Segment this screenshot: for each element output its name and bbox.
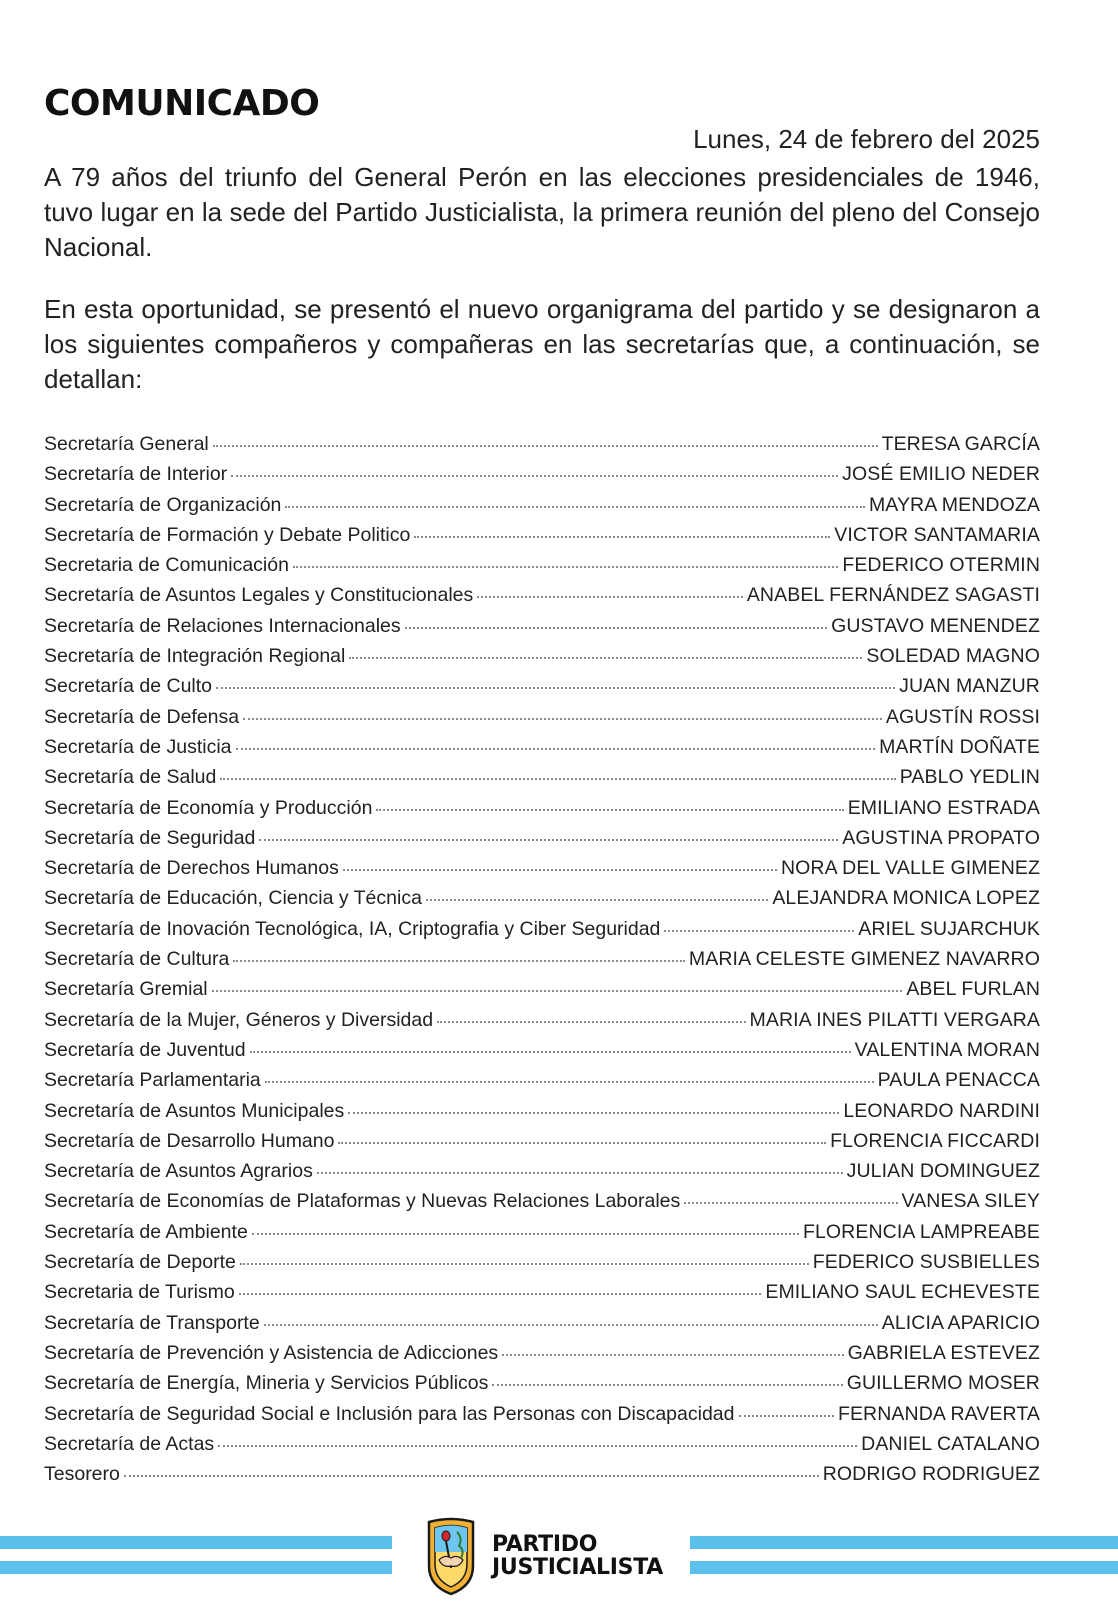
dot-leader: [664, 930, 854, 932]
dot-leader: [317, 1172, 843, 1174]
office-name: Secretaría de Derechos Humanos: [44, 857, 339, 880]
appointment-row: [44, 1372, 1040, 1402]
dot-leader: [338, 1142, 826, 1144]
appointment-row: [44, 1100, 1040, 1130]
appointee-name: GABRIELA ESTEVEZ: [847, 1341, 1040, 1364]
appointment-row: [44, 1433, 1040, 1463]
appointee-name: VANESA SILEY: [901, 1190, 1040, 1213]
office-name: Secretaría de Cultura: [44, 948, 230, 971]
appointment-row: [44, 584, 1040, 614]
appointment-row: [44, 887, 1040, 917]
appointee-name: FEDERICO SUSBIELLES: [812, 1251, 1040, 1274]
appointee-name: ANABEL FERNÁNDEZ SAGASTI: [746, 584, 1040, 607]
office-name: Secretaría de Asuntos Agrarios: [44, 1160, 313, 1183]
pj-shield-icon: [421, 1516, 481, 1596]
appointment-row: [44, 1251, 1040, 1281]
appointee-name: SOLEDAD MAGNO: [866, 645, 1040, 668]
appointee-name: LEONARDO NARDINI: [843, 1099, 1040, 1122]
appointee-name: FLORENCIA LAMPREABE: [802, 1220, 1040, 1243]
office-name: Secretaría de Integración Regional: [44, 645, 346, 668]
appointment-row: [44, 554, 1040, 584]
appointment-row: [44, 1160, 1040, 1190]
office-name: Secretaría de Seguridad Social e Inclusión para las Personas con Discapacidad: [44, 1402, 735, 1425]
appointment-row: [44, 1130, 1040, 1160]
appointment-row: [44, 463, 1040, 493]
dot-leader: [236, 748, 876, 750]
appointee-name: MARIA INES PILATTI VERGARA: [749, 1008, 1040, 1031]
office-name: Secretaría de la Mujer, Géneros y Diversidad: [44, 1008, 434, 1031]
dot-leader: [240, 1263, 809, 1265]
appointment-row: [44, 918, 1040, 948]
appointment-row: [44, 1221, 1040, 1251]
appointment-row: [44, 1009, 1040, 1039]
dot-leader: [348, 1112, 839, 1114]
intro-paragraph: A 79 años del triunfo del General Perón en las elecciones presidenciales de 1946, tuvo lugar en la sede del Partido Justicialista, la primera reunión del pleno del Consejo Nacional.: [44, 162, 1040, 262]
dot-leader: [349, 657, 862, 659]
document-title: COMUNICADO: [44, 83, 320, 124]
office-name: Secretaria de Turismo: [44, 1281, 235, 1304]
footer: [0, 1515, 1118, 1610]
appointee-name: EMILIANO SAUL ECHEVESTE: [765, 1281, 1040, 1304]
appointment-row: [44, 857, 1040, 887]
office-name: Secretaría de Energía, Mineria y Servicios Públicos: [44, 1372, 489, 1395]
office-name: Tesorero: [44, 1463, 120, 1486]
appointee-name: GUSTAVO MENENDEZ: [831, 614, 1040, 637]
dot-leader: [265, 1081, 874, 1083]
flag-stripe: [690, 1561, 1118, 1574]
logo-line-2: JUSTICIALISTA: [492, 1555, 663, 1580]
dot-leader: [124, 1475, 819, 1477]
office-name: Secretaría de Culto: [44, 675, 213, 698]
party-logo-wordmark: [492, 1533, 663, 1579]
appointee-name: RODRIGO RODRIGUEZ: [822, 1463, 1040, 1486]
dot-leader: [243, 718, 882, 720]
office-name: Secretaría de Relaciones Internacionales: [44, 614, 401, 637]
dot-leader: [212, 990, 903, 992]
dot-leader: [376, 809, 843, 811]
appointment-row: [44, 766, 1040, 796]
appointee-name: ABEL FURLAN: [906, 978, 1040, 1001]
dot-leader: [293, 566, 838, 568]
dot-leader: [477, 596, 743, 598]
dot-leader: [233, 960, 685, 962]
office-name: Secretaría de Desarrollo Humano: [44, 1129, 335, 1152]
appointee-name: FEDERICO OTERMIN: [842, 554, 1040, 577]
appointee-name: GUILLERMO MOSER: [846, 1372, 1040, 1395]
appointee-name: PABLO YEDLIN: [899, 766, 1040, 789]
appointee-name: FLORENCIA FICCARDI: [830, 1129, 1040, 1152]
dot-leader: [405, 627, 827, 629]
office-name: Secretaría de Economías de Plataformas y Nuevas Relaciones Laborales: [44, 1190, 681, 1213]
flag-stripe: [0, 1561, 392, 1574]
dot-leader: [437, 1021, 745, 1023]
appointment-row: [44, 948, 1040, 978]
appointee-name: DANIEL CATALANO: [861, 1432, 1040, 1455]
dot-leader: [213, 445, 878, 447]
dot-leader: [739, 1415, 834, 1417]
appointment-row: [44, 797, 1040, 827]
appointee-name: MARTÍN DOÑATE: [879, 735, 1040, 758]
dot-leader: [216, 687, 895, 689]
dot-leader: [492, 1384, 842, 1386]
dot-leader: [264, 1324, 878, 1326]
office-name: Secretaría de Ambiente: [44, 1220, 248, 1243]
appointee-name: MARIA CELESTE GIMENEZ NAVARRO: [688, 948, 1040, 971]
appointee-name: JULIAN DOMINGUEZ: [846, 1160, 1040, 1183]
appointments-list: [44, 433, 1040, 1493]
flag-stripe: [690, 1536, 1118, 1549]
office-name: Secretaría de Deporte: [44, 1251, 236, 1274]
appointment-row: [44, 1069, 1040, 1099]
appointment-row: [44, 827, 1040, 857]
appointment-row: [44, 524, 1040, 554]
dot-leader: [343, 869, 777, 871]
dot-leader: [285, 506, 865, 508]
appointment-row: [44, 675, 1040, 705]
appointment-row: [44, 1039, 1040, 1069]
dot-leader: [502, 1354, 843, 1356]
office-name: Secretaría de Educación, Ciencia y Técnica: [44, 887, 422, 910]
dot-leader: [426, 899, 768, 901]
appointment-row: [44, 978, 1040, 1008]
office-name: Secretaría de Asuntos Municipales: [44, 1099, 345, 1122]
dot-leader: [414, 536, 830, 538]
office-name: Secretaría de Organización: [44, 493, 282, 516]
office-name: Secretaría de Asuntos Legales y Constitucionales: [44, 584, 474, 607]
appointee-name: VALENTINA MORAN: [854, 1038, 1040, 1061]
office-name: Secretaría Gremial: [44, 978, 208, 1001]
appointee-name: MAYRA MENDOZA: [868, 493, 1040, 516]
appointee-name: VICTOR SANTAMARIA: [834, 523, 1040, 546]
office-name: Secretaría de Salud: [44, 766, 217, 789]
office-name: Secretaría de Juventud: [44, 1038, 246, 1061]
appointment-row: [44, 1342, 1040, 1372]
office-name: Secretaría de Seguridad: [44, 826, 256, 849]
appointee-name: AGUSTINA PROPATO: [842, 826, 1040, 849]
logo-line-1: PARTIDO: [492, 1532, 598, 1557]
office-name: Secretaría de Defensa: [44, 705, 240, 728]
dot-leader: [231, 475, 838, 477]
appointee-name: TERESA GARCÍA: [881, 433, 1040, 455]
dot-leader: [252, 1233, 799, 1235]
office-name: Secretaría de Transporte: [44, 1311, 260, 1334]
appointment-row: [44, 706, 1040, 736]
office-name: Secretaría de Economía y Producción: [44, 796, 373, 819]
dot-leader: [250, 1051, 851, 1053]
appointment-row: [44, 1190, 1040, 1220]
appointee-name: PAULA PENACCA: [877, 1069, 1040, 1092]
appointee-name: ALEJANDRA MONICA LOPEZ: [772, 887, 1040, 910]
appointee-name: ALICIA APARICIO: [881, 1311, 1040, 1334]
appointment-row: [44, 433, 1040, 463]
dot-leader: [220, 778, 895, 780]
appointment-row: [44, 1463, 1040, 1493]
appointment-row: [44, 1403, 1040, 1433]
appointment-row: [44, 494, 1040, 524]
appointee-name: FERNANDA RAVERTA: [837, 1402, 1040, 1425]
appointee-name: ARIEL SUJARCHUK: [858, 917, 1040, 940]
office-name: Secretaria de Comunicación: [44, 554, 289, 577]
office-name: Secretaría General: [44, 433, 209, 455]
appointment-row: [44, 736, 1040, 766]
dot-leader: [684, 1202, 897, 1204]
document-body: [44, 84, 1040, 1493]
appointee-name: JOSÉ EMILIO NEDER: [842, 463, 1040, 486]
office-name: Secretaría de Inovación Tecnológica, IA, Criptografia y Ciber Seguridad: [44, 917, 661, 940]
office-name: Secretaría de Formación y Debate Politico: [44, 523, 411, 546]
office-name: Secretaría de Interior: [44, 463, 228, 486]
appointment-row: [44, 615, 1040, 645]
appointment-row: [44, 645, 1040, 675]
office-name: Secretaría de Justicia: [44, 735, 232, 758]
appointee-name: NORA DEL VALLE GIMENEZ: [780, 857, 1040, 880]
dot-leader: [239, 1293, 762, 1295]
office-name: Secretaría de Prevención y Asistencia de Adicciones: [44, 1341, 499, 1364]
document-date: Lunes, 24 de febrero del 2025: [693, 124, 1040, 154]
office-name: Secretaría Parlamentaria: [44, 1069, 261, 1092]
appointee-name: AGUSTÍN ROSSI: [885, 705, 1040, 728]
appointment-row: [44, 1312, 1040, 1342]
dot-leader: [218, 1445, 857, 1447]
dot-leader: [259, 839, 838, 841]
organigram-paragraph: En esta oportunidad, se presentó el nuevo organigrama del partido y se designaron a los siguientes compañeros y compañeras en las secretarías que, a continuación, se detallan:: [44, 294, 1040, 394]
appointee-name: EMILIANO ESTRADA: [847, 796, 1040, 819]
appointment-row: [44, 1281, 1040, 1311]
office-name: Secretaría de Actas: [44, 1432, 215, 1455]
flag-stripe: [0, 1536, 392, 1549]
appointee-name: JUAN MANZUR: [899, 675, 1040, 698]
